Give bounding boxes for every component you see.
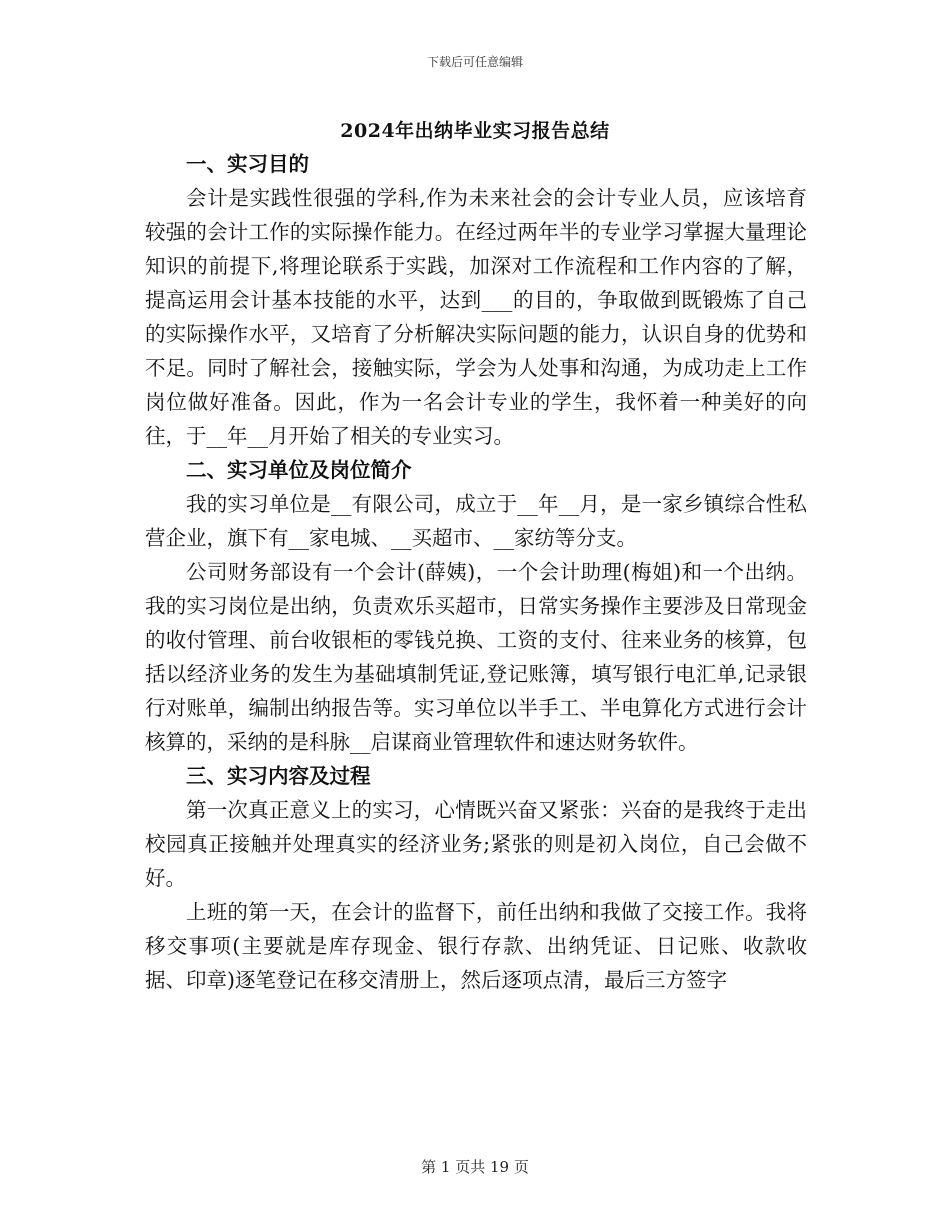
section-content-and-process	[145, 759, 807, 997]
section-heading: 三、实习内容及过程	[186, 764, 371, 788]
paragraph: 我的实习单位是__有限公司，成立于__年__月，是一家乡镇综合性私营企业，旗下有__家电城、__买超市、__家纺等分支。	[145, 492, 807, 550]
section-purpose	[145, 147, 807, 453]
paragraph: 会计是实践性很强的学科,作为未来社会的会计专业人员，应该培育较强的会计工作的实际操作能力。在经过两年半的专业学习掌握大量理论知识的前提下,将理论联系于实践，加深对工作流程和工作内容的了解，提高运用会计基本技能的水平，达到___的目的，争取做到既锻炼了自己的实际操作水平，又培育了分析解决实际问题的能力，认识自身的优势和不足。同时了解社会，接触实际，学会为人处事和沟通，为成功走上工作岗位做好准备。因此，作为一名会计专业的学生，我怀着一种美好的向往，于__年__月开始了相关的专业实习。	[145, 186, 807, 448]
page-header-note: 下载后可任意编辑	[426, 55, 523, 69]
section-heading: 一、实习目的	[186, 152, 309, 176]
document-title: 2024年出纳毕业实习报告总结	[340, 120, 610, 142]
section-heading: 二、实习单位及岗位简介	[186, 458, 412, 482]
section-unit-and-position	[145, 453, 807, 759]
paragraph: 上班的第一天，在会计的监督下，前任出纳和我做了交接工作。我将移交事项(主要就是库存现金、银行存款、出纳凭证、日记账、收款收据、印章)逐笔登记在移交清册上，然后逐项点清，最后三方签字	[145, 900, 807, 992]
paragraph: 第一次真正意义上的实习，心情既兴奋又紧张：兴奋的是我终于走出校园真正接触并处理真实的经济业务;紧张的则是初入岗位，自己会做不好。	[145, 798, 807, 890]
paragraph: 公司财务部设有一个会计(薛姨)，一个会计助理(梅姐)和一个出纳。我的实习岗位是出纳，负责欢乐买超市，日常实务操作主要涉及日常现金的收付管理、前台收银柜的零钱兑换、工资的支付、往来业务的核算，包括以经济业务的发生为基础填制凭证,登记账簿，填写银行电汇单,记录银行对账单，编制出纳报告等。实习单位以半手工、半电算化方式进行会计核算的，采纳的是科脉__启谋商业管理软件和速达财务软件。	[145, 560, 807, 754]
document-body	[145, 147, 807, 997]
page-number: 第 1 页共 19 页	[421, 1158, 529, 1176]
